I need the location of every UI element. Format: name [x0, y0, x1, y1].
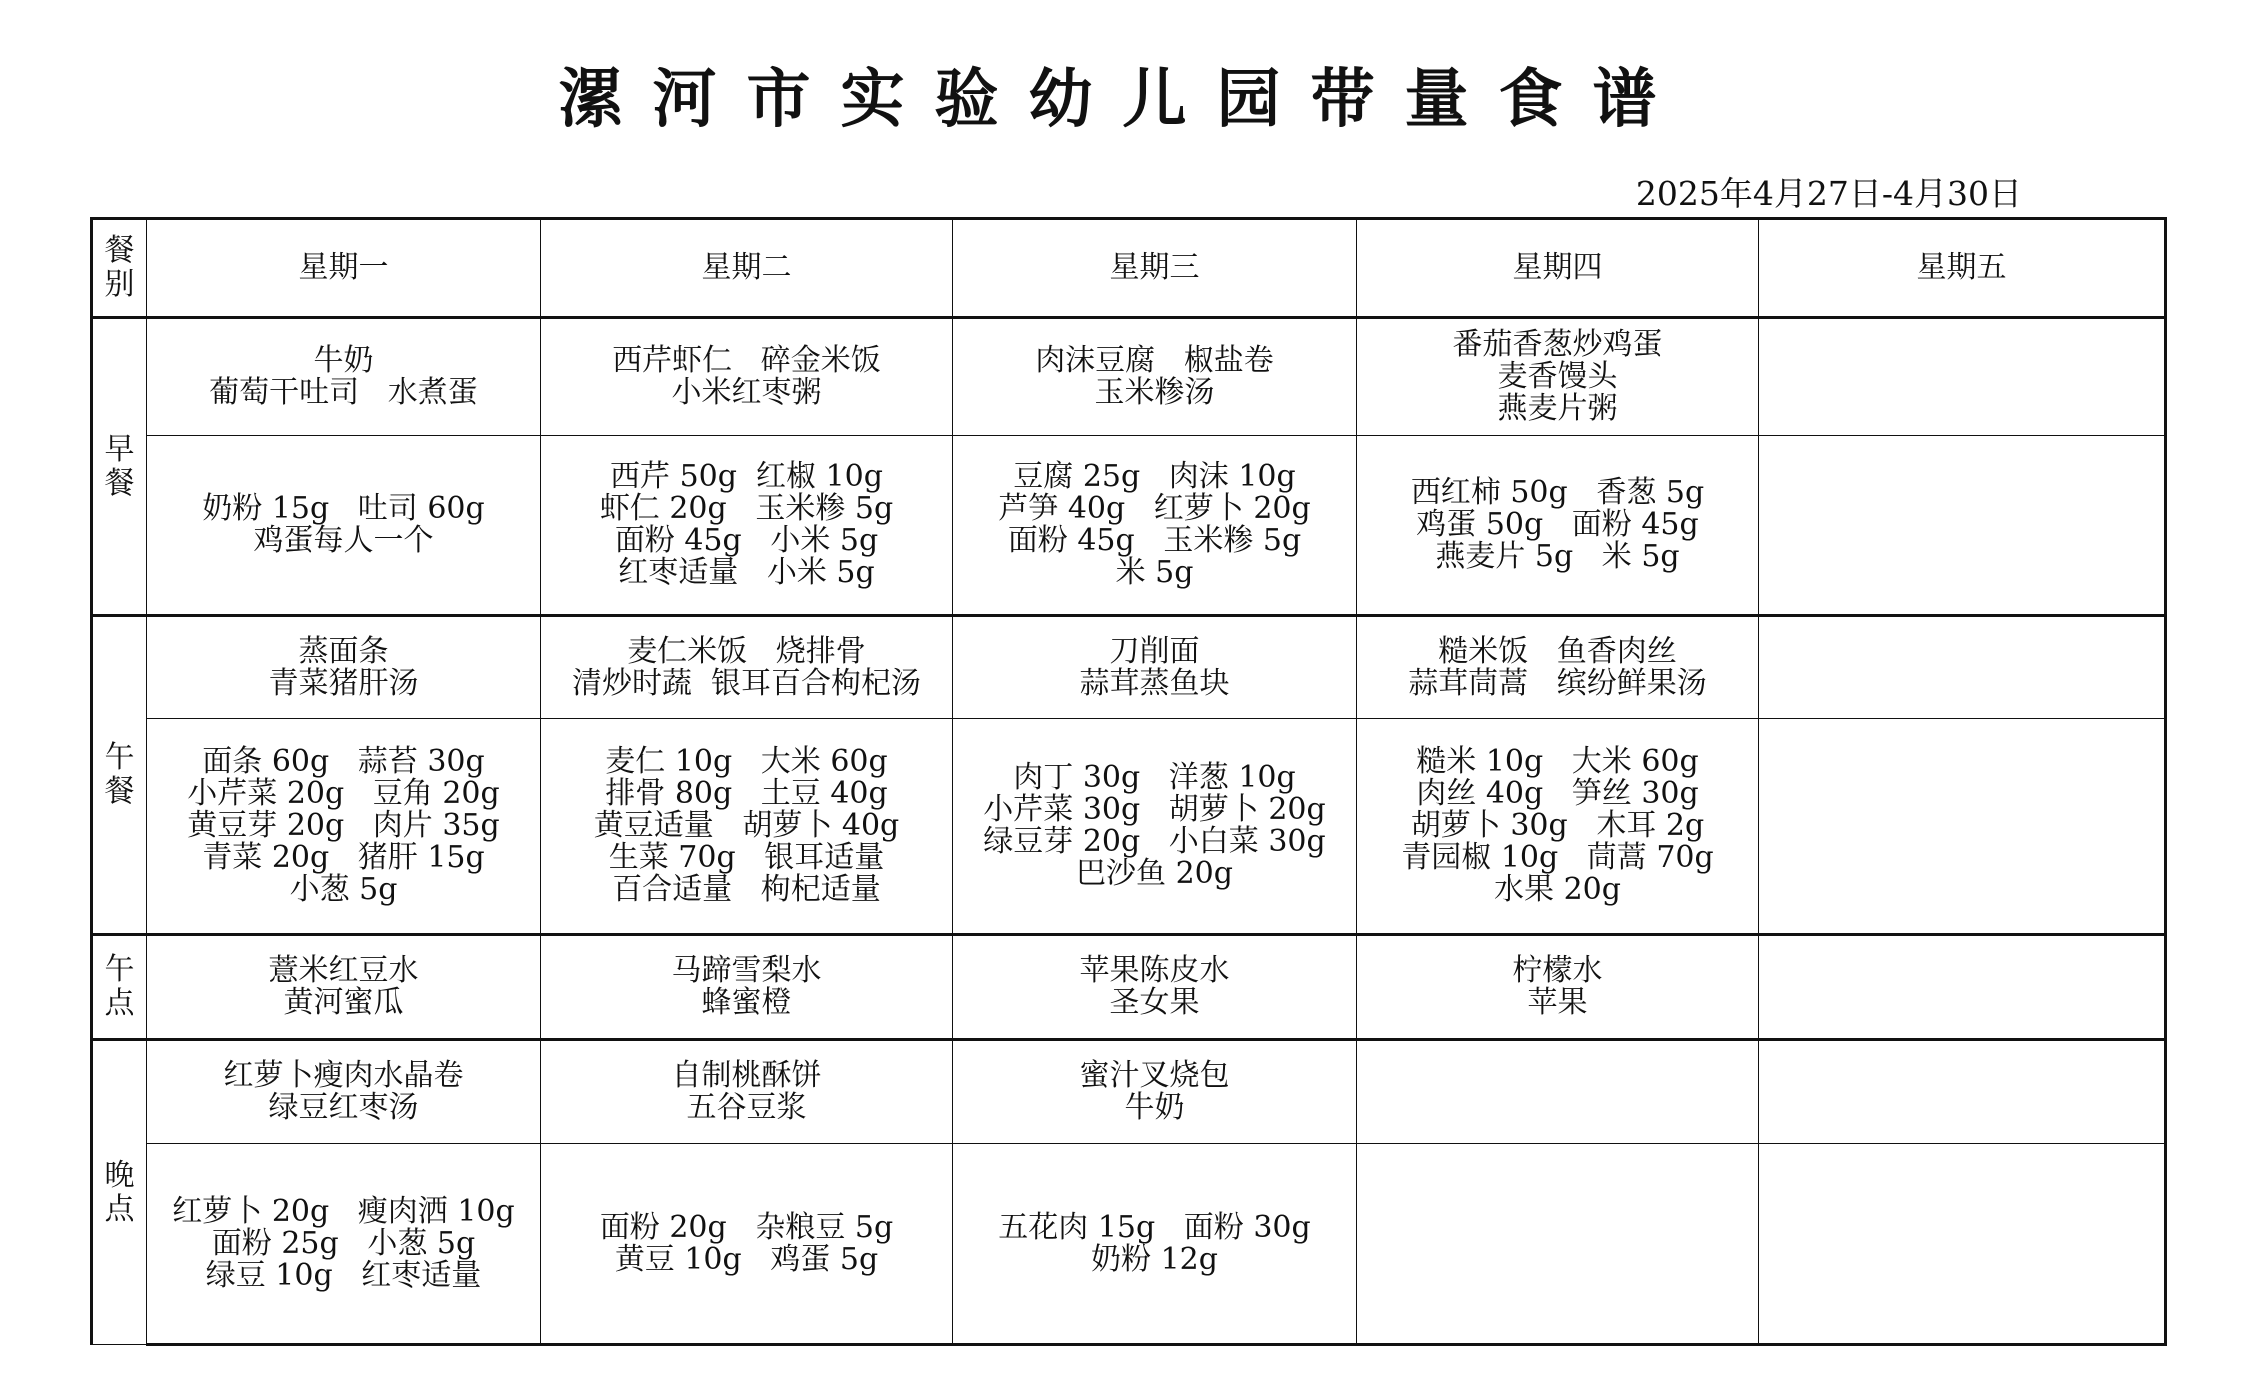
- dish-line: 糙米饭 鱼香肉丝: [1438, 633, 1677, 669]
- day-header-wed: 星期三: [953, 219, 1357, 318]
- dish-line: 五谷豆浆: [686, 1090, 807, 1125]
- date-range: 2025年4月27日-4月30日: [1635, 174, 2022, 213]
- ingredient-line: 水果 20g: [1494, 872, 1621, 907]
- ingredient-line: 西芹 50g 红椒 10g: [610, 459, 883, 494]
- afternoon-snack-dishes-fri: [1759, 935, 2166, 1040]
- dish-line: 蜜汁叉烧包: [1079, 1058, 1230, 1093]
- dish-line: 蒜茸茼蒿 缤纷鲜果汤: [1408, 665, 1707, 701]
- dish-line: 清炒时蔬 银耳百合枸杞汤: [571, 665, 922, 701]
- ingredient-line: 绿豆芽 20g 小白菜 30g: [983, 824, 1326, 859]
- dish-line: 柠檬水: [1512, 953, 1603, 988]
- ingredient-line: 绿豆 10g 红枣适量: [205, 1257, 482, 1293]
- ingredient-line: 青园椒 10g 茼蒿 70g: [1401, 840, 1714, 875]
- dish-line: 绿豆红枣汤: [268, 1090, 419, 1125]
- ingredient-line: 生菜 70g 银耳适量: [608, 840, 885, 875]
- afternoon-snack-dishes-wed: [953, 935, 1357, 1040]
- lunch-dishes-wed: [953, 616, 1357, 719]
- dish-line: 燕麦片粥: [1497, 391, 1618, 426]
- dish-line: 红萝卜瘦肉水晶卷: [223, 1058, 464, 1093]
- ingredient-line: 糙米 10g 大米 60g: [1416, 744, 1699, 779]
- ingredient-line: 面粉 45g 玉米糁 5g: [1007, 523, 1302, 558]
- ingredient-line: 百合适量 枸杞适量: [612, 872, 881, 907]
- lunch-dishes-thu: [1357, 616, 1759, 719]
- dish-line: 蒜茸蒸鱼块: [1079, 665, 1230, 701]
- ingredient-line: 小芹菜 30g 胡萝卜 20g: [983, 792, 1326, 827]
- meal-label-breakfast: 早 餐: [92, 318, 147, 616]
- menu-table: [90, 217, 2167, 1346]
- meal-label-lunch: 午 餐: [92, 616, 147, 935]
- ingredient-line: 鸡蛋每人一个: [253, 523, 434, 558]
- dish-line: 苹果: [1527, 985, 1588, 1020]
- ingredient-line: 五花肉 15g 面粉 30g: [998, 1209, 1311, 1245]
- ingredient-line: 奶粉 12g: [1091, 1241, 1218, 1277]
- breakfast-ingredients-tue: [541, 436, 953, 616]
- lunch-ingredients-tue: [541, 719, 953, 935]
- breakfast-dishes-thu: [1357, 318, 1759, 436]
- ingredient-line: 面粉 20g 杂粮豆 5g: [599, 1209, 894, 1245]
- ingredient-line: 胡萝卜 30g 木耳 2g: [1410, 808, 1705, 843]
- dish-line: 蜂蜜橙: [701, 985, 792, 1020]
- ingredient-line: 芦笋 40g 红萝卜 20g: [998, 491, 1311, 526]
- ingredient-line: 面粉 45g 小米 5g: [614, 523, 879, 558]
- dish-line: 麦仁米饭 烧排骨: [627, 633, 866, 669]
- dish-line: 薏米红豆水: [268, 953, 419, 988]
- breakfast-ingredients-thu: [1357, 436, 1759, 616]
- ingredient-line: 面条 60g 蒜苔 30g: [202, 744, 485, 779]
- dish-line: 葡萄干吐司 水煮蛋: [209, 375, 478, 410]
- dish-line: 青菜猪肝汤: [268, 665, 419, 701]
- ingredient-line: 面粉 25g 小葱 5g: [211, 1225, 476, 1261]
- evening-snack-ingredients-wed: [953, 1144, 1357, 1345]
- breakfast-dishes-wed: [953, 318, 1357, 436]
- dish-line: 西芹虾仁 碎金米饭: [612, 343, 881, 378]
- lunch-ingredients-wed: [953, 719, 1357, 935]
- dish-line: 肉沫豆腐 椒盐卷: [1035, 343, 1274, 378]
- lunch-dishes-tue: [541, 616, 953, 719]
- ingredient-line: 小葱 5g: [289, 872, 398, 907]
- ingredient-line: 黄豆 10g 鸡蛋 5g: [614, 1241, 879, 1277]
- dish-line: 黄河蜜瓜: [283, 985, 404, 1020]
- breakfast-dishes-fri: [1759, 318, 2166, 436]
- ingredient-line: 鸡蛋 50g 面粉 45g: [1416, 507, 1699, 542]
- ingredient-line: 排骨 80g 土豆 40g: [605, 776, 888, 811]
- meal-column-header: 餐 别: [92, 219, 147, 318]
- breakfast-dishes-tue: [541, 318, 953, 436]
- ingredient-line: 米 5g: [1115, 555, 1194, 590]
- ingredient-line: 黄豆芽 20g 肉片 35g: [187, 808, 500, 843]
- evening-snack-ingredients-thu: [1357, 1144, 1759, 1345]
- ingredient-line: 巴沙鱼 20g: [1076, 856, 1233, 891]
- evening-snack-ingredients-tue: [541, 1144, 953, 1345]
- dish-line: 玉米糁汤: [1094, 375, 1215, 410]
- ingredient-line: 麦仁 10g 大米 60g: [605, 744, 888, 779]
- lunch-ingredients-thu: [1357, 719, 1759, 935]
- ingredient-line: 小芹菜 20g 豆角 20g: [187, 776, 500, 811]
- dish-line: 圣女果: [1109, 985, 1200, 1020]
- page-title: 漯河市实验幼儿园带量食谱: [558, 62, 1687, 137]
- dish-line: 小米红枣粥: [671, 375, 822, 410]
- evening-snack-dishes-tue: [541, 1040, 953, 1144]
- ingredient-line: 西红柿 50g 香葱 5g: [1410, 475, 1705, 510]
- ingredient-line: 豆腐 25g 肉沫 10g: [1013, 459, 1296, 494]
- dish-line: 刀削面: [1109, 633, 1200, 669]
- evening-snack-ingredients-fri: [1759, 1144, 2166, 1345]
- dish-line: 苹果陈皮水: [1079, 953, 1230, 988]
- day-header-mon: 星期一: [147, 219, 541, 318]
- day-header-tue: 星期二: [541, 219, 953, 318]
- meal-label-afternoon-snack: 午 点: [92, 935, 147, 1040]
- dish-line: 蒸面条: [298, 633, 389, 669]
- lunch-ingredients-fri: [1759, 719, 2166, 935]
- ingredient-line: 燕麦片 5g 米 5g: [1435, 539, 1680, 574]
- ingredient-line: 肉丝 40g 笋丝 30g: [1416, 776, 1699, 811]
- breakfast-ingredients-mon: [147, 436, 541, 616]
- day-header-thu: 星期四: [1357, 219, 1759, 318]
- dish-line: 牛奶: [313, 343, 374, 378]
- breakfast-ingredients-wed: [953, 436, 1357, 616]
- ingredient-line: 黄豆适量 胡萝卜 40g: [593, 808, 900, 843]
- breakfast-ingredients-fri: [1759, 436, 2166, 616]
- meal-label-evening-snack: 晚 点: [92, 1040, 147, 1345]
- ingredient-line: 红萝卜 20g 瘦肉洒 10g: [172, 1193, 515, 1229]
- evening-snack-dishes-mon: [147, 1040, 541, 1144]
- dish-line: 自制桃酥饼: [671, 1058, 822, 1093]
- evening-snack-dishes-wed: [953, 1040, 1357, 1144]
- evening-snack-ingredients-mon: [147, 1144, 541, 1345]
- ingredient-line: 红枣适量 小米 5g: [618, 555, 875, 590]
- evening-snack-dishes-thu: [1357, 1040, 1759, 1144]
- afternoon-snack-dishes-tue: [541, 935, 953, 1040]
- lunch-ingredients-mon: [147, 719, 541, 935]
- dish-line: 马蹄雪梨水: [671, 953, 822, 988]
- breakfast-dishes-mon: [147, 318, 541, 436]
- evening-snack-dishes-fri: [1759, 1040, 2166, 1144]
- dish-line: 番茄香葱炒鸡蛋: [1452, 327, 1663, 362]
- ingredient-line: 奶粉 15g 吐司 60g: [202, 491, 485, 526]
- day-header-fri: 星期五: [1759, 219, 2166, 318]
- dish-line: 麦香馒头: [1497, 359, 1618, 394]
- afternoon-snack-dishes-mon: [147, 935, 541, 1040]
- ingredient-line: 青菜 20g 猪肝 15g: [202, 840, 485, 875]
- lunch-dishes-mon: [147, 616, 541, 719]
- dish-line: 牛奶: [1124, 1090, 1185, 1125]
- ingredient-line: 虾仁 20g 玉米糁 5g: [599, 491, 894, 526]
- lunch-dishes-fri: [1759, 616, 2166, 719]
- afternoon-snack-dishes-thu: [1357, 935, 1759, 1040]
- ingredient-line: 肉丁 30g 洋葱 10g: [1013, 760, 1296, 795]
